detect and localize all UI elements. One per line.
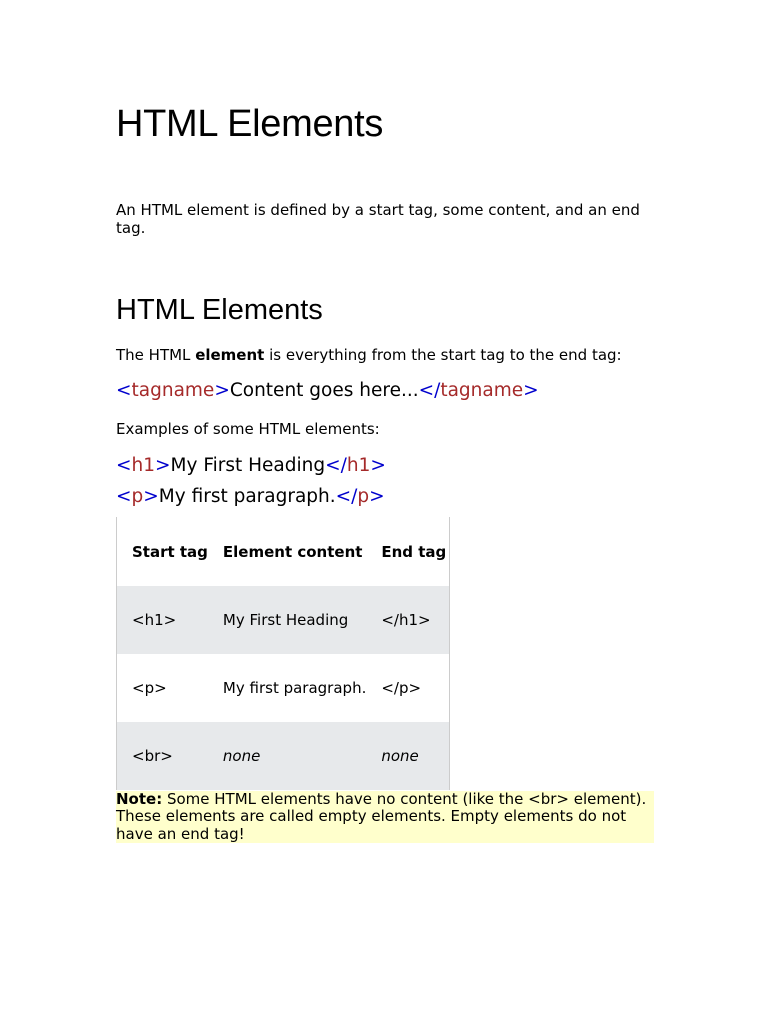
close-bracket: </: [325, 455, 347, 476]
note-box: [116, 791, 654, 843]
elements-table-grid: [117, 517, 449, 790]
cell-end-tag: </p>: [381, 679, 422, 697]
cell-end-tag: none: [366, 722, 449, 790]
open-bracket: <: [116, 380, 132, 401]
definition-paragraph: [116, 346, 622, 364]
table-row: [117, 586, 449, 654]
definition-text-after: is everything from the start tag to the end tag:: [264, 346, 622, 364]
section-heading: HTML Elements: [116, 294, 323, 326]
cell-element-content: none: [208, 722, 366, 790]
close-bracket: </: [418, 380, 441, 401]
table-row: [117, 722, 449, 790]
examples-label: Examples of some HTML elements:: [116, 420, 380, 438]
intro-paragraph: An HTML element is defined by a start tag, some content, and an end tag.: [116, 201, 640, 237]
note-text: Some HTML elements have no content (like the <br> element). These elements are called empty elements. Empty elements do not have an end tag!: [116, 790, 647, 843]
note-label: Note:: [116, 790, 163, 808]
example-p: [116, 485, 385, 509]
example-h1: [116, 454, 386, 478]
cell-element-content: My first paragraph.: [222, 679, 367, 697]
definition-text-before: The HTML: [116, 346, 196, 364]
elements-table: [116, 517, 450, 790]
cell-start-tag: <p>: [132, 679, 167, 697]
cell-start-tag: <br>: [117, 722, 208, 790]
example-content: My First Heading: [170, 455, 326, 476]
header-element-content: Element content: [222, 542, 363, 561]
table-header-row: [117, 517, 449, 586]
example-content: My first paragraph.: [158, 486, 336, 507]
table-row: [117, 654, 449, 722]
syntax-example: [116, 379, 539, 403]
open-bracket: <: [116, 486, 132, 507]
open-tag-name: tagname: [131, 380, 215, 401]
close-tag-name: tagname: [440, 380, 524, 401]
cell-element-content: My First Heading: [208, 586, 366, 654]
open-bracket-end: >: [155, 455, 171, 476]
open-tag-name: p: [131, 486, 144, 507]
open-bracket: <: [116, 455, 132, 476]
open-bracket-end: >: [214, 380, 230, 401]
header-end-tag: End tag: [381, 542, 447, 561]
close-bracket-end: >: [369, 486, 385, 507]
close-tag-name: p: [357, 486, 370, 507]
close-bracket: </: [335, 486, 358, 507]
open-bracket-end: >: [143, 486, 159, 507]
cell-start-tag: <h1>: [117, 586, 208, 654]
cell-end-tag: </h1>: [366, 586, 449, 654]
close-tag-name: h1: [346, 455, 371, 476]
open-tag-name: h1: [131, 455, 156, 476]
close-bracket-end: >: [523, 380, 539, 401]
close-bracket-end: >: [370, 455, 386, 476]
definition-bold-term: element: [195, 346, 265, 364]
syntax-content: Content goes here...: [229, 380, 419, 401]
header-start-tag: Start tag: [132, 542, 208, 561]
page-title: HTML Elements: [116, 103, 384, 145]
